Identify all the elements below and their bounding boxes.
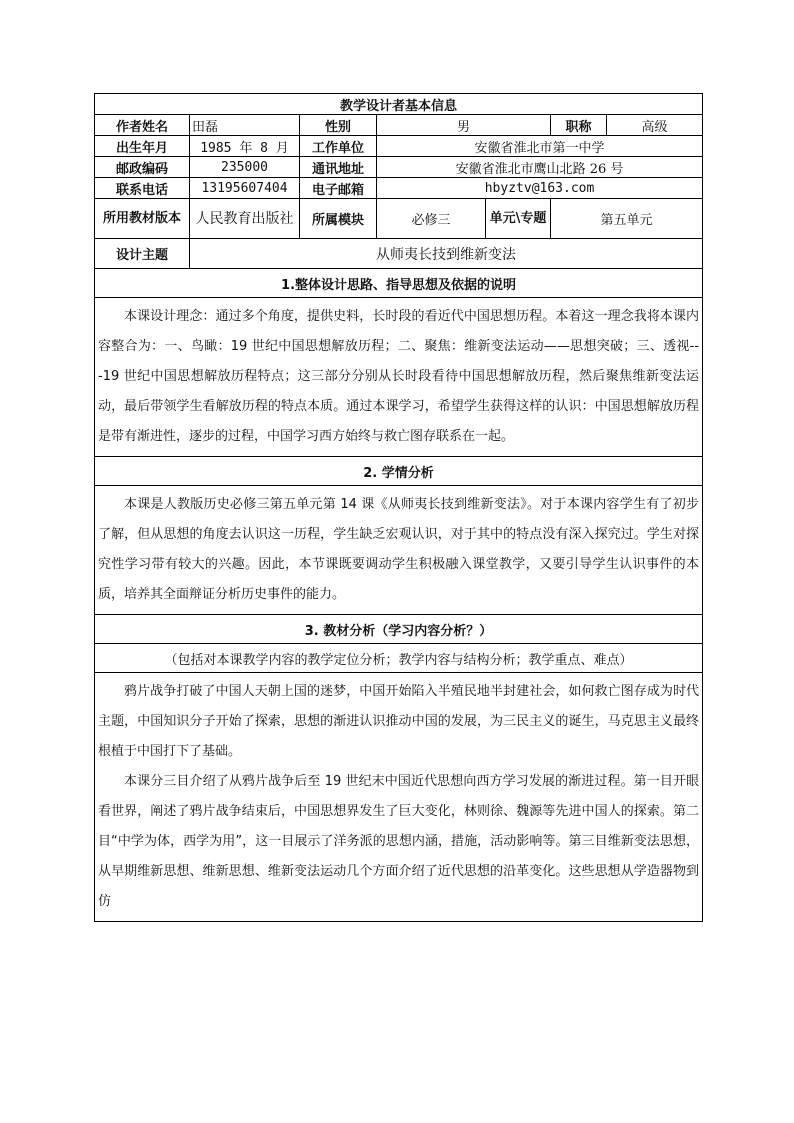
- workplace-label: 工作单位: [300, 136, 377, 157]
- birth-value: 1985 年 8 月: [190, 136, 300, 157]
- gender-label: 性别: [300, 115, 377, 136]
- phone-label: 联系电话: [95, 178, 190, 199]
- designer-info-table: [94, 93, 703, 922]
- module-value: 必修三: [377, 199, 486, 239]
- textbook-value: 人民教育出版社: [190, 199, 300, 239]
- theme-label: 设计主题: [95, 239, 190, 269]
- unit-label: 单元\专题: [486, 199, 551, 239]
- address-value: 安徽省淮北市鹰山北路 26 号: [377, 157, 703, 178]
- author-value: 田磊: [190, 115, 300, 136]
- title-value: 高级: [607, 115, 703, 136]
- table-title: 教学设计者基本信息: [95, 94, 703, 115]
- postcode-label: 邮政编码: [95, 157, 190, 178]
- module-label: 所属模块: [300, 199, 377, 239]
- section1-body: [95, 298, 703, 457]
- postcode-value: 235000: [190, 157, 300, 178]
- address-label: 通讯地址: [300, 157, 377, 178]
- author-label: 作者姓名: [95, 115, 190, 136]
- birth-label: 出生年月: [95, 136, 190, 157]
- workplace-value: 安徽省淮北市第一中学: [377, 136, 703, 157]
- section3-body: [95, 673, 703, 922]
- section3-paragraph-2: 本课分三目介绍了从鸦片战争后至 19 世纪末中国近代思想向西方学习发展的渐进过程。第一目开眼看世界，阐述了鸦片战争结束后，中国思想界发生了巨大变化，林则徐、魏源等先进中国人的探索。第二目“中学为体，西学为用”，这一目展示了洋务派的思想内涵，措施，活动影响等。第三目维新变法思想，从早期维新思想、维新思想、维新变法运动几个方面介绍了近代思想的沿革变化。这些思想从学造器物到仿: [98, 774, 700, 909]
- section3-heading: 3. 教材分析（学习内容分析？）: [95, 615, 703, 644]
- section1-heading: 1.整体设计思路、指导思想及依据的说明: [95, 269, 703, 298]
- section2-heading: 2. 学情分析: [95, 457, 703, 486]
- document-page: [94, 93, 702, 922]
- textbook-label: 所用教材版本: [95, 199, 190, 239]
- unit-value: 第五单元: [551, 199, 703, 239]
- section2-paragraph: 本课是人教版历史必修三第五单元第 14 课《从师夷长技到维新变法》。对于本课内容学生有了初步了解，但从思想的角度去认识这一历程，学生缺乏宏观认识，对于其中的特点没有深入探究过。学生对探究性学习带有较大的兴趣。因此，本节课既要调动学生积极融入课堂教学，又要引导学生认识事件的本质，培养其全面辩证分析历史事件的能力。: [98, 497, 700, 602]
- section2-body: [95, 486, 703, 615]
- section3-paragraph-1: 鸦片战争打破了中国人天朝上国的迷梦，中国开始陷入半殖民地半封建社会，如何救亡图存成为时代主题，中国知识分子开始了探索，思想的渐进认识推动中国的发展，为三民主义的诞生，马克思主义最终根植于中国打下了基础。: [98, 684, 700, 759]
- gender-value: 男: [377, 115, 551, 136]
- section1-paragraph: 本课设计理念：通过多个角度，提供史料，长时段的看近代中国思想历程。本着这一理念我将本课内容整合为：一、鸟瞰：19 世纪中国思想解放历程；二、聚焦：维新变法运动——思想突破；三、透视---19 世纪中国思想解放历程特点；这三部分分别从长时段看待中国思想解放历程，然后聚焦维新变法运动，最后带领学生看解放历程的特点本质。通过本课学习，希望学生获得这样的认识：中国思想解放历程是带有渐进性，逐步的过程，中国学习西方始终与救亡图存联系在一起。: [98, 309, 700, 444]
- section3-note: （包括对本课教学内容的教学定位分析；教学内容与结构分析；教学重点、难点）: [95, 644, 703, 673]
- phone-value: 13195607404: [190, 178, 300, 199]
- email-label: 电子邮箱: [300, 178, 377, 199]
- email-value: hbyztv@163.com: [377, 178, 703, 199]
- title-label: 职称: [551, 115, 607, 136]
- theme-value: 从师夷长技到维新变法: [190, 239, 703, 269]
